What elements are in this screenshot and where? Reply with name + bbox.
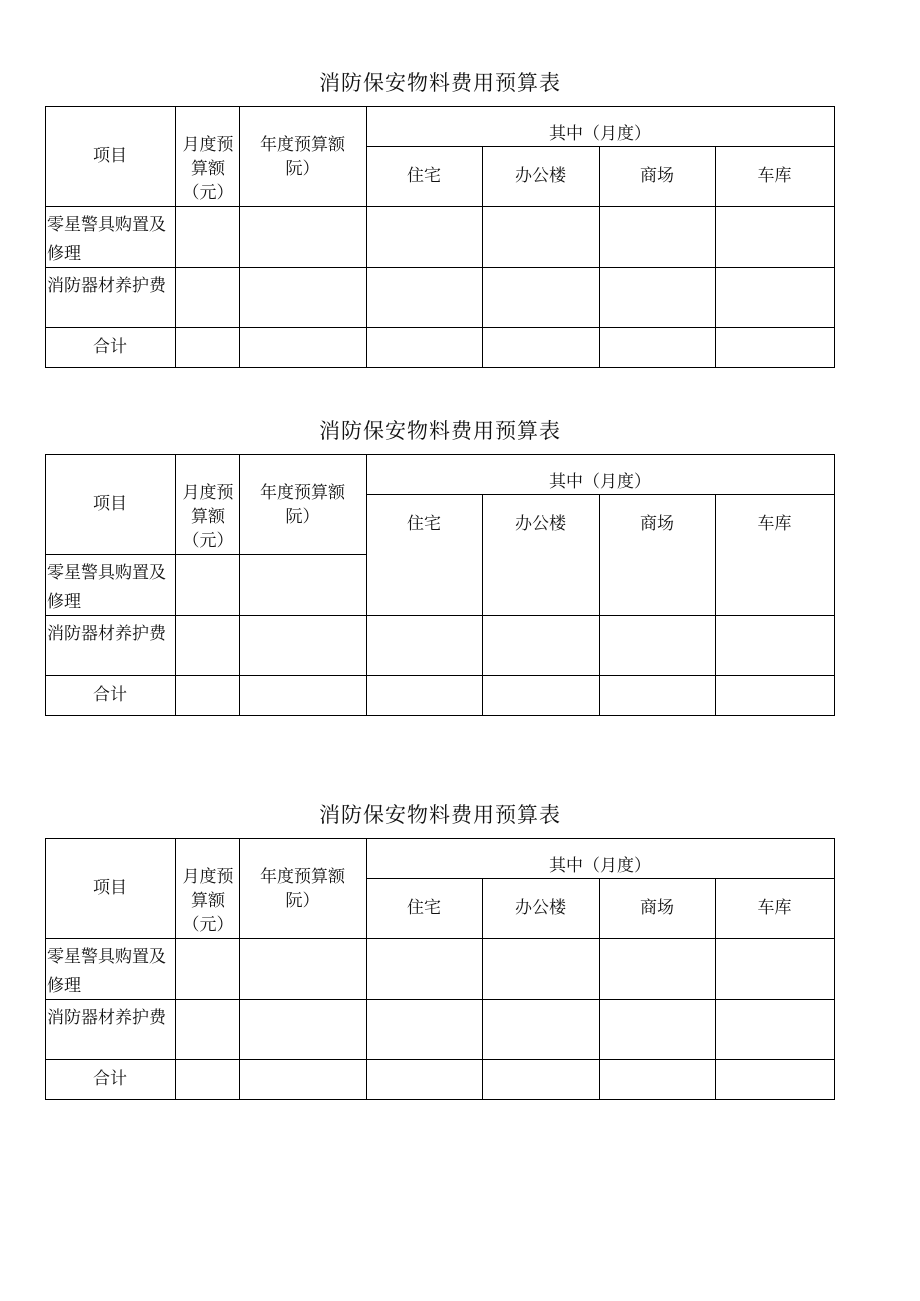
grid-line xyxy=(175,454,176,716)
header-mall: 商场 xyxy=(640,514,674,534)
grid-line xyxy=(45,938,835,939)
grid-line xyxy=(45,554,367,555)
grid-line xyxy=(175,838,176,1100)
row-label: 零星警具购置及修理 xyxy=(47,947,166,996)
header-monthly-budget: 月度预 算额 （元） xyxy=(182,135,234,203)
grid-line xyxy=(45,454,835,455)
header-garage: 车库 xyxy=(757,166,792,186)
grid-line xyxy=(834,838,835,1100)
header-item: 项目 xyxy=(93,146,127,166)
budget-table xyxy=(45,106,835,368)
row-label: 消防器材养护费 xyxy=(47,1008,166,1028)
header-garage: 车库 xyxy=(757,898,792,918)
header-mall: 商场 xyxy=(640,166,674,186)
grid-line xyxy=(366,494,835,495)
grid-line xyxy=(45,206,835,207)
grid-line xyxy=(45,327,835,328)
header-residential: 住宅 xyxy=(407,514,441,534)
row-label: 合计 xyxy=(93,685,127,705)
grid-line xyxy=(175,106,176,368)
grid-line xyxy=(45,106,835,107)
row-label: 消防器材养护费 xyxy=(47,276,166,296)
header-of-which: 其中（月度） xyxy=(549,856,651,876)
header-annual-budget: 年度预算额 阮） xyxy=(260,867,345,911)
budget-table xyxy=(45,838,835,1100)
header-residential: 住宅 xyxy=(407,898,441,918)
budget-table xyxy=(45,454,835,716)
header-office: 办公楼 xyxy=(515,898,566,918)
header-garage: 车库 xyxy=(757,514,792,534)
header-monthly-budget: 月度预 算额 （元） xyxy=(182,867,234,935)
row-label: 合计 xyxy=(93,337,127,357)
header-of-which: 其中（月度） xyxy=(549,472,651,492)
table-title: 消防保安物料费用预算表 xyxy=(319,803,561,827)
header-annual-budget: 年度预算额 阮） xyxy=(260,483,345,527)
grid-line xyxy=(366,146,835,147)
header-monthly-budget: 月度预 算额 （元） xyxy=(182,483,234,551)
header-mall: 商场 xyxy=(640,898,674,918)
header-item: 项目 xyxy=(93,494,127,514)
grid-line xyxy=(239,838,240,1100)
grid-line xyxy=(239,106,240,368)
table-title: 消防保安物料费用预算表 xyxy=(319,419,561,443)
row-label: 零星警具购置及修理 xyxy=(47,563,166,612)
header-item: 项目 xyxy=(93,878,127,898)
header-office: 办公楼 xyxy=(515,166,566,186)
grid-line xyxy=(45,1099,835,1100)
grid-line xyxy=(45,675,835,676)
grid-line xyxy=(45,1059,835,1060)
row-label: 消防器材养护费 xyxy=(47,624,166,644)
grid-line xyxy=(834,454,835,716)
header-office: 办公楼 xyxy=(515,514,566,534)
grid-line xyxy=(834,106,835,368)
header-annual-budget: 年度预算额 阮） xyxy=(260,135,345,179)
row-label: 合计 xyxy=(93,1069,127,1089)
grid-line xyxy=(366,878,835,879)
table-title: 消防保安物料费用预算表 xyxy=(319,71,561,95)
grid-line xyxy=(45,367,835,368)
row-label: 零星警具购置及修理 xyxy=(47,215,166,264)
grid-line xyxy=(45,838,835,839)
header-residential: 住宅 xyxy=(407,166,441,186)
header-of-which: 其中（月度） xyxy=(549,124,651,144)
grid-line xyxy=(45,715,835,716)
grid-line xyxy=(239,454,240,716)
